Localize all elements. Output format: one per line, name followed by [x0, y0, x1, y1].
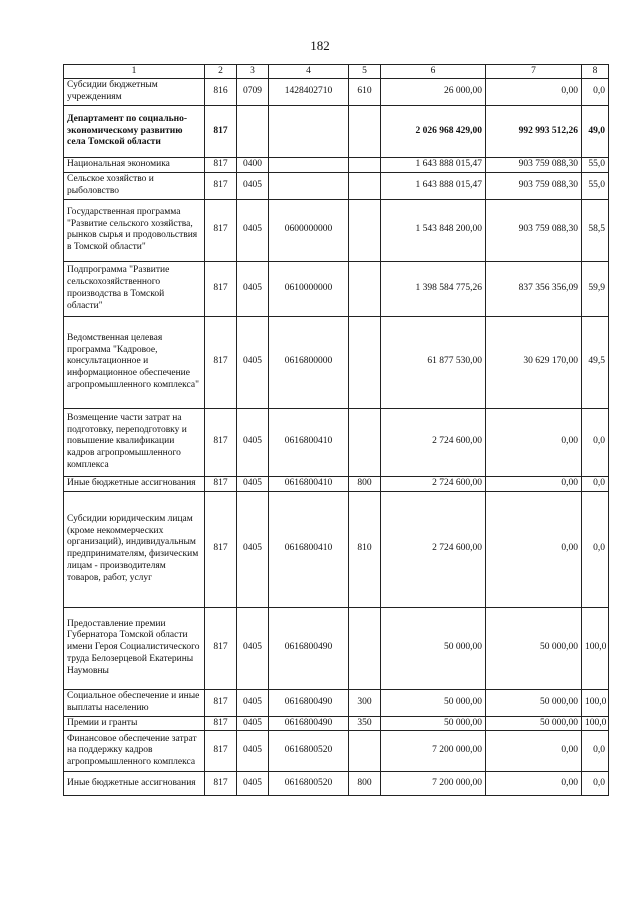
- column-header: 8: [582, 65, 609, 79]
- expense-type-code: [349, 158, 381, 173]
- execution-percent: 49,0: [582, 106, 609, 158]
- executed-amount: 903 759 088,30: [486, 199, 582, 261]
- executed-amount: 0,00: [486, 772, 582, 796]
- executed-amount: 30 629 170,00: [486, 316, 582, 408]
- section-code: 0405: [237, 689, 269, 716]
- target-article-code: 0616800490: [269, 607, 349, 689]
- expense-type-code: [349, 408, 381, 476]
- execution-percent: 0,0: [582, 79, 609, 106]
- section-code: 0405: [237, 731, 269, 772]
- expense-type-code: [349, 316, 381, 408]
- execution-percent: 0,0: [582, 772, 609, 796]
- section-code: 0405: [237, 772, 269, 796]
- approved-amount: 61 877 530,00: [381, 316, 486, 408]
- executed-amount: 992 993 512,26: [486, 106, 582, 158]
- column-header: 5: [349, 65, 381, 79]
- target-article-code: 0616800410: [269, 408, 349, 476]
- section-code: [237, 106, 269, 158]
- target-article-code: 0610000000: [269, 261, 349, 316]
- admin-code: 817: [205, 491, 237, 607]
- row-name: Социальное обеспечение и иные выплаты населению: [64, 689, 205, 716]
- target-article-code: [269, 158, 349, 173]
- execution-percent: 0,0: [582, 408, 609, 476]
- section-code: 0405: [237, 491, 269, 607]
- table-row: [64, 772, 609, 796]
- expense-type-code: [349, 731, 381, 772]
- column-header: 3: [237, 65, 269, 79]
- column-header: 6: [381, 65, 486, 79]
- target-article-code: 1428402710: [269, 79, 349, 106]
- approved-amount: 2 026 968 429,00: [381, 106, 486, 158]
- execution-percent: 100,0: [582, 607, 609, 689]
- expense-type-code: [349, 199, 381, 261]
- approved-amount: 26 000,00: [381, 79, 486, 106]
- approved-amount: 1 398 584 775,26: [381, 261, 486, 316]
- expense-type-code: [349, 261, 381, 316]
- table-row: [64, 716, 609, 731]
- execution-percent: 100,0: [582, 689, 609, 716]
- target-article-code: 0616800490: [269, 716, 349, 731]
- executed-amount: 0,00: [486, 476, 582, 491]
- approved-amount: 2 724 600,00: [381, 491, 486, 607]
- table-row: [64, 731, 609, 772]
- target-article-code: 0616800410: [269, 491, 349, 607]
- target-article-code: [269, 106, 349, 158]
- admin-code: 817: [205, 199, 237, 261]
- execution-percent: 58,5: [582, 199, 609, 261]
- row-name: Иные бюджетные ассигнования: [64, 476, 205, 491]
- table-row: [64, 476, 609, 491]
- row-name: Ведомственная целевая программа "Кадровое, консультационное и информационное обеспечение агропромышленного комплекса": [64, 316, 205, 408]
- execution-percent: 55,0: [582, 158, 609, 173]
- row-name: Субсидии бюджетным учреждениям: [64, 79, 205, 106]
- table-row: [64, 261, 609, 316]
- row-name: Сельское хозяйство и рыболовство: [64, 172, 205, 199]
- executed-amount: 0,00: [486, 491, 582, 607]
- expense-type-code: [349, 172, 381, 199]
- executed-amount: 50 000,00: [486, 607, 582, 689]
- admin-code: 817: [205, 476, 237, 491]
- approved-amount: 50 000,00: [381, 607, 486, 689]
- budget-table: [63, 64, 609, 796]
- section-code: 0400: [237, 158, 269, 173]
- approved-amount: 7 200 000,00: [381, 772, 486, 796]
- approved-amount: 1 643 888 015,47: [381, 158, 486, 173]
- executed-amount: 837 356 356,09: [486, 261, 582, 316]
- row-name: Финансовое обеспечение затрат на поддержку кадров агропромышленного комплекса: [64, 731, 205, 772]
- section-code: 0405: [237, 316, 269, 408]
- admin-code: 817: [205, 261, 237, 316]
- approved-amount: 2 724 600,00: [381, 476, 486, 491]
- row-name: Субсидии юридическим лицам (кроме некоммерческих организаций), индивидуальным предпринимателям, физическим лицам - производителям товаров, работ, услуг: [64, 491, 205, 607]
- admin-code: 817: [205, 772, 237, 796]
- row-name: Предоставление премии Губернатора Томской области имени Героя Социалистического труда Белозерцевой Екатерины Наумовны: [64, 607, 205, 689]
- execution-percent: 100,0: [582, 716, 609, 731]
- section-code: 0405: [237, 607, 269, 689]
- target-article-code: 0616800000: [269, 316, 349, 408]
- admin-code: 817: [205, 316, 237, 408]
- executed-amount: 50 000,00: [486, 689, 582, 716]
- admin-code: 817: [205, 731, 237, 772]
- execution-percent: 0,0: [582, 476, 609, 491]
- target-article-code: 0616800410: [269, 476, 349, 491]
- expense-type-code: 800: [349, 476, 381, 491]
- target-article-code: 0616800520: [269, 772, 349, 796]
- admin-code: 817: [205, 607, 237, 689]
- expense-type-code: 300: [349, 689, 381, 716]
- approved-amount: 1 643 888 015,47: [381, 172, 486, 199]
- executed-amount: 903 759 088,30: [486, 158, 582, 173]
- section-code: 0405: [237, 172, 269, 199]
- admin-code: 817: [205, 172, 237, 199]
- target-article-code: [269, 172, 349, 199]
- column-header: 7: [486, 65, 582, 79]
- executed-amount: 50 000,00: [486, 716, 582, 731]
- row-name: Возмещение части затрат на подготовку, переподготовку и повышение квалификации кадров агропромышленного комплекса: [64, 408, 205, 476]
- section-code: 0405: [237, 261, 269, 316]
- table-row: [64, 316, 609, 408]
- execution-percent: 59,9: [582, 261, 609, 316]
- admin-code: 817: [205, 158, 237, 173]
- approved-amount: 50 000,00: [381, 716, 486, 731]
- expense-type-code: 810: [349, 491, 381, 607]
- admin-code: 817: [205, 106, 237, 158]
- admin-code: 817: [205, 716, 237, 731]
- table-row: [64, 199, 609, 261]
- executed-amount: 0,00: [486, 79, 582, 106]
- executed-amount: 0,00: [486, 731, 582, 772]
- row-name: Департамент по социально-экономическому развитию села Томской области: [64, 106, 205, 158]
- table-row: [64, 79, 609, 106]
- admin-code: 817: [205, 408, 237, 476]
- admin-code: 817: [205, 689, 237, 716]
- table-row: [64, 158, 609, 173]
- admin-code: 816: [205, 79, 237, 106]
- table-row: [64, 408, 609, 476]
- section-code: 0405: [237, 476, 269, 491]
- column-header: 4: [269, 65, 349, 79]
- expense-type-code: 800: [349, 772, 381, 796]
- section-code: 0709: [237, 79, 269, 106]
- table-row: [64, 491, 609, 607]
- column-header: 1: [64, 65, 205, 79]
- execution-percent: 0,0: [582, 731, 609, 772]
- executed-amount: 903 759 088,30: [486, 172, 582, 199]
- expense-type-code: [349, 106, 381, 158]
- row-name: Национальная экономика: [64, 158, 205, 173]
- expense-type-code: 350: [349, 716, 381, 731]
- approved-amount: 50 000,00: [381, 689, 486, 716]
- column-header: 2: [205, 65, 237, 79]
- approved-amount: 7 200 000,00: [381, 731, 486, 772]
- execution-percent: 0,0: [582, 491, 609, 607]
- row-name: Премии и гранты: [64, 716, 205, 731]
- row-name: Подпрограмма "Развитие сельскохозяйственного производства в Томской области": [64, 261, 205, 316]
- execution-percent: 55,0: [582, 172, 609, 199]
- approved-amount: 2 724 600,00: [381, 408, 486, 476]
- approved-amount: 1 543 848 200,00: [381, 199, 486, 261]
- target-article-code: 0616800520: [269, 731, 349, 772]
- row-name: Государственная программа "Развитие сельского хозяйства, рынков сырья и продовольствия в Томской области": [64, 199, 205, 261]
- page-number: 182: [310, 38, 330, 53]
- target-article-code: 0616800490: [269, 689, 349, 716]
- section-code: 0405: [237, 408, 269, 476]
- execution-percent: 49,5: [582, 316, 609, 408]
- table-row: [64, 172, 609, 199]
- row-name: Иные бюджетные ассигнования: [64, 772, 205, 796]
- executed-amount: 0,00: [486, 408, 582, 476]
- section-code: 0405: [237, 716, 269, 731]
- table-row: [64, 106, 609, 158]
- expense-type-code: [349, 607, 381, 689]
- expense-type-code: 610: [349, 79, 381, 106]
- table-row: [64, 689, 609, 716]
- target-article-code: 0600000000: [269, 199, 349, 261]
- table-row: [64, 607, 609, 689]
- section-code: 0405: [237, 199, 269, 261]
- table-header-row: [64, 65, 609, 79]
